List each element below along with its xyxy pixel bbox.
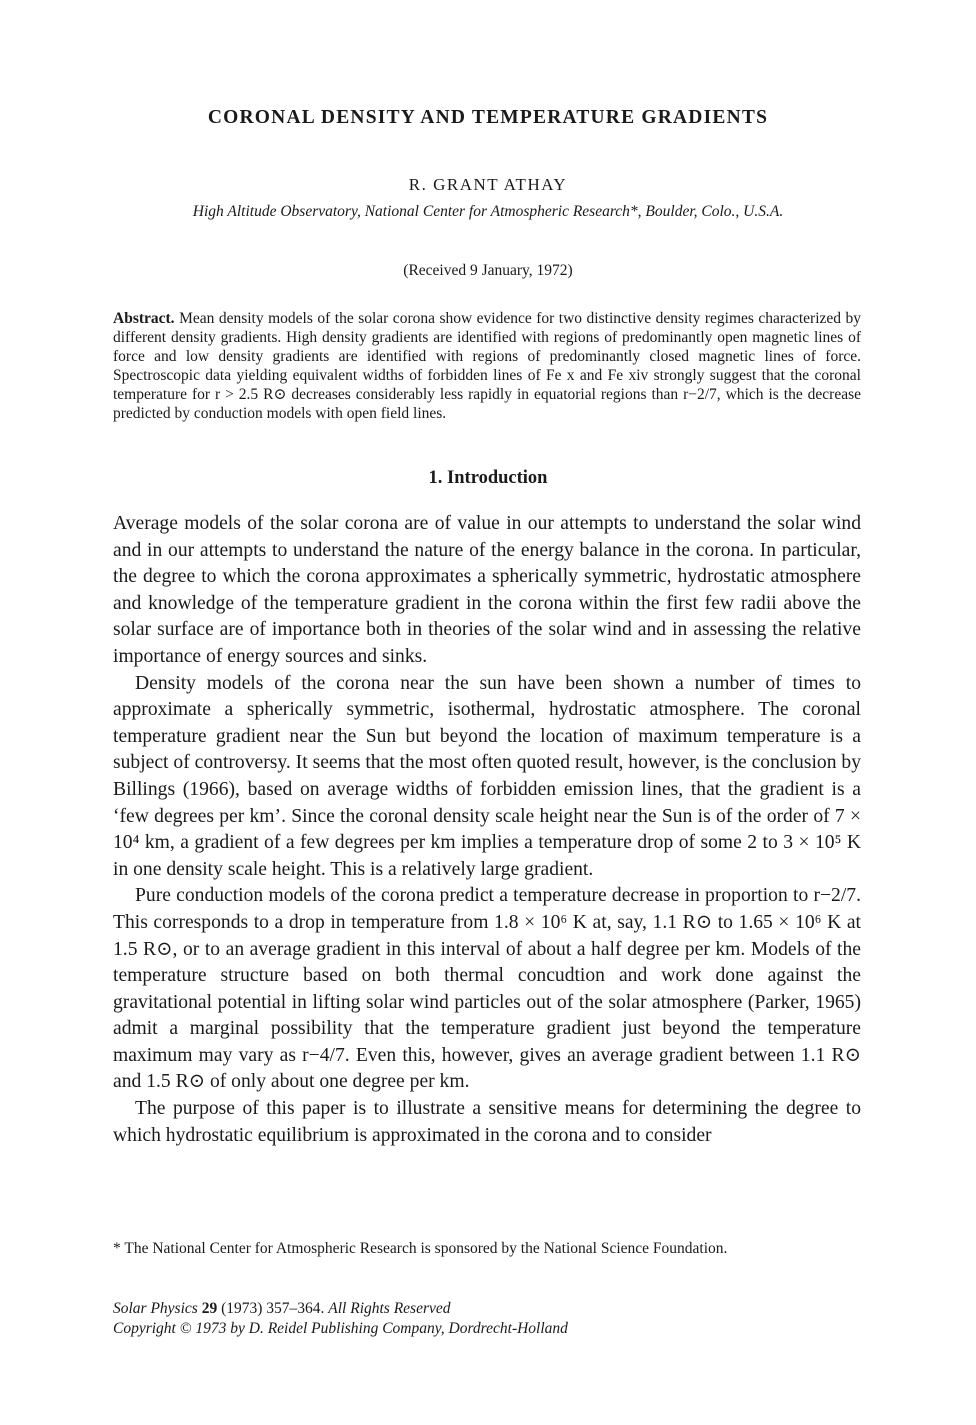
paragraph: Average models of the solar corona are of value in our attempts to understand the solar wind and in our attempts to understand the nature of the energy balance in the corona. In particular, the degree to which the corona approximates a spherically symmetric, hydrostatic atmosphere and knowledge of the temperature gradient in the corona within the first few radii above the solar surface are of importance both in theories of the solar wind and in assessing the relative importance of energy sources and sinks. — [113, 513, 861, 667]
journal-copyright: Copyright © 1973 by D. Reidel Publishing Company, Dordrecht-Holland — [113, 1320, 568, 1337]
paragraph: Density models of the corona near the sun have been shown a number of times to approximate a spherically symmetric, isothermal, hydrostatic atmosphere. The coronal temperature gradient near the Sun but beyond the location of maximum temperature is a subject of controversy. It seems that the most often quoted result, however, is the conclusion by Billings (1966), based on average widths of forbidden emission lines, that the gradient is a ‘few degrees per km’. Since the coronal density scale height near the Sun is of the order of 7 × 10⁴ km, a gradient of a few degrees per km implies a temperature drop of some 2 to 3 × 10⁵ K in one density scale height. This is a relatively large gradient. — [113, 672, 861, 880]
paragraph: Pure conduction models of the corona predict a temperature decrease in proportion to r−2/7. This corresponds to a drop in temperature from 1.8 × 10⁶ K at, say, 1.1 R⊙ to 1.65 × 10⁶ K at 1.5 R⊙, or to an average gradient in this interval of about a half degree per km. Models of the temperature structure based on both thermal concudtion and work done against the gravitational potential in lifting solar wind particles out of the solar atmosphere (Parker, 1965) admit a marginal possibility that the temperature gradient just beyond the temperature maximum may vary as r−4/7. Even this, however, gives an average gradient between 1.1 R⊙ and 1.5 R⊙ of only about one degree per km. — [113, 885, 861, 1093]
author-affiliation: High Altitude Observatory, National Center for Atmospheric Research*, Boulder, Colo., U.S.A. — [192, 203, 784, 220]
journal-rights: All Rights Reserved — [328, 1300, 451, 1317]
paper-title: CORONAL DENSITY AND TEMPERATURE GRADIENTS — [207, 107, 769, 128]
journal-pages: (1973) 357–364. — [221, 1300, 325, 1317]
received-date: (Received 9 January, 1972) — [403, 262, 573, 279]
abstract-text: Mean density models of the solar corona show evidence for two distinctive density regimes characterized by different density gradients. High density gradients are identified with regions of predominantly open magnetic lines of force and low density gradients are identified with regions of predominantly closed magnetic lines of force. Spectroscopic data yielding equivalent widths of forbidden lines of Fe x and Fe xiv strongly suggest that the coronal temperature for r > 2.5 R⊙ decreases considerably less rapidly in equatorial regions than r−2/7, which is the decrease predicted by conduction models with open field lines. — [113, 310, 862, 422]
paragraph: The purpose of this paper is to illustrate a sensitive means for determining the degree to which hydrostatic equilibrium is approximated in the corona and to consider — [113, 1098, 861, 1146]
journal-name: Solar Physics — [113, 1300, 198, 1317]
journal-volume: 29 — [201, 1300, 218, 1317]
section-heading: 1. Introduction — [428, 468, 548, 488]
journal-citation — [113, 1299, 873, 1319]
abstract — [113, 309, 861, 423]
body-text — [113, 511, 861, 1149]
abstract-label: Abstract. — [113, 310, 175, 327]
journal-info — [113, 1299, 873, 1339]
author-name: R. GRANT ATHAY — [408, 175, 568, 194]
footnote: * The National Center for Atmospheric Research is sponsored by the National Science Foundation. — [113, 1240, 728, 1257]
